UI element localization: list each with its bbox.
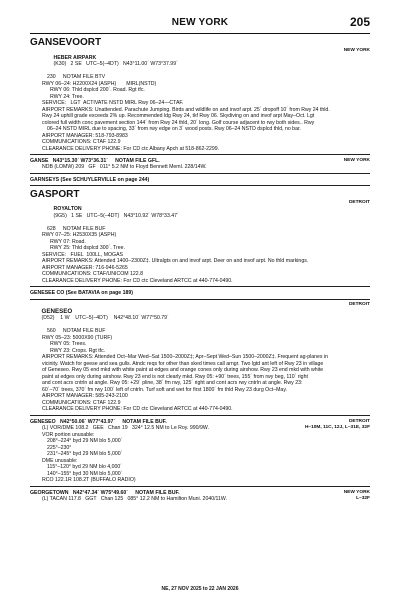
remarks-line: of Geneseo. Rwy 05 end mkd with white paint at edges and orange cones only during airshow. Rwy 23 end mkd with white [42, 367, 324, 374]
vor-unusable-item: 225°–230° [47, 444, 72, 451]
dme-unusable-item: 140°–155° byd 30 NM blo 5,000´ [47, 470, 123, 477]
remarks-line: 06–24 NSTD MIRL due to spacing, 33´ from rwy edge on 3´ wood posts. Rwy 06–24 NSTD dsplcd thld, no bar. [47, 126, 301, 132]
genesee-co-crossref: GENESEE CO (See BATAVIA on page 189) [30, 290, 133, 297]
city-gansevoort: GANSEVOORT [30, 37, 102, 48]
page-title: NEW YORK [171, 17, 229, 28]
remarks-line: Rwy 24 uphill grade exceeds 2% up. Recommended ldg Rwy 24, tkf Rwy 06. Skydiving on and invof arpt May–Oct. Lgt [42, 113, 315, 119]
manager-line: AIRPORT MANAGER: 518-793-8983 [42, 132, 128, 139]
elev-notam: 628 NOTAM FILE BUF [47, 225, 106, 232]
navaid-line: GANSE N43°15.30´ W73°36.31´ NOTAM FILE GFL. [30, 157, 160, 164]
dme-unusable-item: 115°–120° byd 29 NM blo 4,000´ [47, 464, 122, 471]
service-line: SERVICE: LGT ACTIVATE NSTD MIRL Rwy 06–24—CTAF. [42, 100, 184, 106]
manager-line: AIRPORT MANAGER: 716-946-5265 [42, 264, 128, 271]
vor-unusable-item: 208°–224° byd 29 NM blo 5,000´ [47, 438, 123, 445]
rco-line: RCO 122.1R 108.2T (BUFFALO RADIO) [42, 477, 136, 484]
rwy24-line: RWY 24: Tree. [50, 93, 84, 100]
rwy05-line: RWY 05: Trees. [50, 341, 87, 348]
elev-notam: 230 NOTAM FILE BTV [47, 74, 106, 80]
navaid-line: GENESEO N42°50.06´ W77°43.97´ NOTAM FILE BUF. [30, 418, 167, 425]
separator [30, 185, 370, 186]
city-gasport: GASPORT [30, 188, 80, 200]
region-label: NEW YORK [343, 157, 370, 163]
comm-line: COMMUNICATIONS: CTAF 122.9 [42, 139, 121, 145]
region-label: DETROIT [348, 199, 370, 205]
clearance-line: CLEARANCE DELIVERY PHONE: For CD ctc Cleveland ARTCC at 440-774-0490. [42, 406, 233, 413]
navaid-line: GEORGETOWN N42°47.34´ W75°49.60´ NOTAM FILE BUF. [30, 489, 180, 496]
remarks-line: 60´–70´ trees, 370´ fm rwy 100´ left of cntrln. Turf soft and wet for first 1800´ fm thld Rwy 23 durg Oct–May. [42, 386, 287, 393]
vor-unusable-label: VOR portion unusable: [42, 431, 95, 438]
clearance-line: CLEARANCE DELIVERY PHONE: For CD ctc Albany Apch at 518-862-2299. [42, 145, 220, 152]
tacan-line: (L) TACAN 117.8 GGT Chan 125 085° 12.2 NM to Hamilton Muni. 2040/11W. [42, 496, 227, 503]
elev-notam: 560 NOTAM FILE BUF [47, 328, 106, 335]
separator [30, 286, 370, 287]
rwy06-line: RWY 06: Thld dsplcd 200´. Road. Rgt tfc. [50, 87, 145, 93]
rwy07-line: RWY 07: Road. [50, 238, 86, 245]
remarks-line: colored full width conc pavement section 144´ from Rwy 24 thld, 20´ long. Golf course adjacent to rwy both sides.. Rwy [42, 119, 315, 126]
garnseys-crossref: GARNSEYS (See SCHUYLERVILLE on page 244) [30, 176, 150, 183]
entry-geneseo-vor [30, 419, 370, 484]
vor-unusable-item: 231°–245° byd 29 NM blo 5,000´ [47, 451, 123, 458]
dme-unusable-label: DME unusable: [42, 457, 78, 464]
airport-name: GENESEO [41, 307, 73, 315]
runway-line: RWY 06–24: H2200X24 (ASPH) MIRL(NSTD) [42, 80, 157, 87]
airport-id-line: (9G5) 1 SE UTC–5(–4DT) N43°10.92´ W78°33.47´ [53, 212, 179, 219]
airport-name: ROYALTON [53, 206, 82, 213]
runway-line: RWY 05–23: 5000X90 (TURF) [42, 334, 113, 341]
runway-line: RWY 07–25: H2530X35 (ASPH) [42, 232, 117, 239]
manager-line: AIRPORT MANAGER: 585-243-2100 [42, 393, 128, 400]
clearance-line: CLEARANCE DELIVERY PHONE: For CD ctc Cleveland ARTCC at 440-774-0490. [42, 277, 233, 284]
separator [30, 299, 370, 300]
entry-heber-airpark [30, 48, 370, 152]
chart-index-label: L–32F [356, 495, 370, 501]
entry-geneseo [30, 302, 370, 413]
region-label: NEW YORK [343, 489, 370, 495]
header-rule [30, 33, 370, 34]
remarks-line: and cont acrs cntrln at angle. Rwy 05: +29´ pline, 38´ fm rwy, 125´ right and cont acrs rwy cntrln at angle. Rwy 23: [42, 380, 303, 387]
entry-georgetown [30, 490, 370, 503]
page-number: 205 [349, 15, 370, 29]
region-label: DETROIT [348, 302, 370, 308]
rwy25-line: RWY 25: Thld dsplcd 300´. Tree. [50, 245, 125, 252]
remarks-line: vicinity. Watch for geese and sea gulls. Atndc reqs for other than sked times call arngr. Two lgtd ant left of Rwy 23 in village [42, 360, 324, 367]
page-footer: NE, 27 NOV 2025 to 22 JAN 2026 [161, 586, 239, 592]
separator [30, 486, 370, 487]
service-line: SERVICE: FUEL 100LL, MOGAS [42, 251, 124, 258]
region-label: NEW YORK [343, 48, 370, 53]
remarks-line: paint at edges only during airshow. Rwy 23 end is not clearly mkd. Rwy 05: +90´ trees, 155´ from rwy beg, 110´ right [42, 373, 308, 380]
comm-line: COMMUNICATIONS: CTAF/UNICOM 122.8 [42, 271, 143, 278]
region-label: DETROIT [348, 418, 370, 424]
airport-name: HEBER AIRPARK [53, 54, 97, 61]
vor-line: (L) VOR/DME 108.2 GEE Chan 19 324° 12.5 NM to Le Roy. 990/9W. [42, 425, 209, 432]
airport-id-line: (K30) 2 SE UTC–5(–4DT) N43°11.00´ W73°37.99´ [53, 61, 178, 67]
separator [30, 415, 370, 416]
remarks-line: AIRPORT REMARKS: Unattended. Parachute Jumping. Birds and wildlife on and invof arpt. 25´ dropoff 10´ from Rwy 24 thld. [42, 106, 330, 113]
separator [30, 154, 370, 155]
directory-content [30, 37, 370, 503]
separator [30, 173, 370, 174]
chart-index-label: H–10M, 11C, 12J, L–31E, 32F [304, 424, 370, 430]
ndb-line: NDB (LOMW) 209 GF 011° 5.2 NM to Floyd Bennett Meml. 228/14W. [42, 164, 207, 171]
entry-royalton [30, 200, 370, 285]
remarks-line: AIRPORT REMARKS: Attended 1400–2300Z‡. Ultralgts on and invof arpt. Deer on and invof arpt. No thld markings. [42, 258, 309, 265]
comm-line: COMMUNICATIONS: CTAF 122.9 [42, 399, 121, 406]
airport-id-line: (D52) 1 W UTC–5(–4DT) N42°48.10´ W77°50.79´ [41, 315, 169, 322]
entry-ganse [30, 158, 370, 171]
remarks-line: AIRPORT REMARKS: Attended Oct–Mar Wed–Sat 1500–2000Z‡; Apr–Sept Wed–Sun 1500–2000Z‡. Frequent ag-planes in [42, 354, 328, 361]
rwy23-line: RWY 23: Crops. Rgt tfc. [50, 347, 106, 354]
page-header [0, 15, 400, 31]
